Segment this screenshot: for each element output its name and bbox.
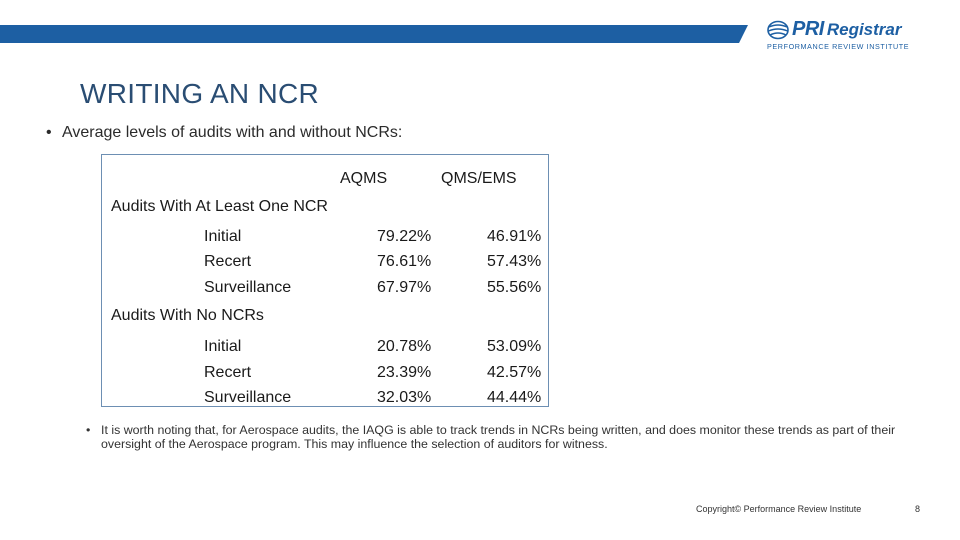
header-bar — [0, 25, 748, 43]
row-label: Surveillance — [204, 279, 292, 296]
globe-icon — [766, 20, 790, 40]
qms-ems-value: 55.56% — [487, 279, 542, 296]
ncr-audit-table — [101, 154, 549, 407]
qms-ems-value: 44.44% — [487, 389, 542, 406]
col-header-aqms: AQMS — [340, 170, 388, 187]
page-number: 8 — [915, 504, 921, 514]
page-title: WRITING AN NCR — [80, 78, 320, 109]
bullet-dot: • — [86, 423, 91, 437]
aqms-value: 76.61% — [377, 253, 432, 270]
bullet-average-levels — [46, 124, 402, 142]
aqms-value: 67.97% — [377, 279, 432, 296]
aqms-value: 79.22% — [377, 228, 432, 245]
logo-brand: PRI — [792, 18, 824, 40]
col-header-qms-ems: QMS/EMS — [441, 170, 517, 187]
row-label: Initial — [204, 228, 242, 245]
group-label-no-ncr: Audits With No NCRs — [111, 307, 264, 324]
qms-ems-value: 57.43% — [487, 253, 542, 270]
qms-ems-value: 46.91% — [487, 228, 542, 245]
row-label: Recert — [204, 253, 252, 270]
row-label: Initial — [204, 338, 242, 355]
group-label-with-ncr: Audits With At Least One NCR — [111, 198, 328, 215]
qms-ems-value: 53.09% — [487, 338, 542, 355]
aerospace-note — [86, 423, 916, 451]
row-label: Surveillance — [204, 389, 292, 406]
aqms-value: 20.78% — [377, 338, 432, 355]
logo-tagline: PERFORMANCE REVIEW INSTITUTE — [767, 42, 910, 51]
row-label: Recert — [204, 364, 252, 381]
aqms-value: 23.39% — [377, 364, 432, 381]
aqms-value: 32.03% — [377, 389, 432, 406]
copyright-footer: Copyright© Performance Review Institute — [696, 504, 862, 514]
qms-ems-value: 42.57% — [487, 364, 542, 381]
note-text: It is worth noting that, for Aerospace audits, the IAQG is able to track trends in NCRs being written, and does monitor these trends as part of their oversight of the Aerospace program. This may influence the selection of auditors for witness. — [101, 423, 896, 451]
logo-product: Registrar — [826, 19, 902, 39]
pri-registrar-logo — [766, 18, 936, 52]
bullet-dot: • — [46, 124, 52, 141]
bullet-text: Average levels of audits with and without NCRs: — [62, 124, 403, 141]
